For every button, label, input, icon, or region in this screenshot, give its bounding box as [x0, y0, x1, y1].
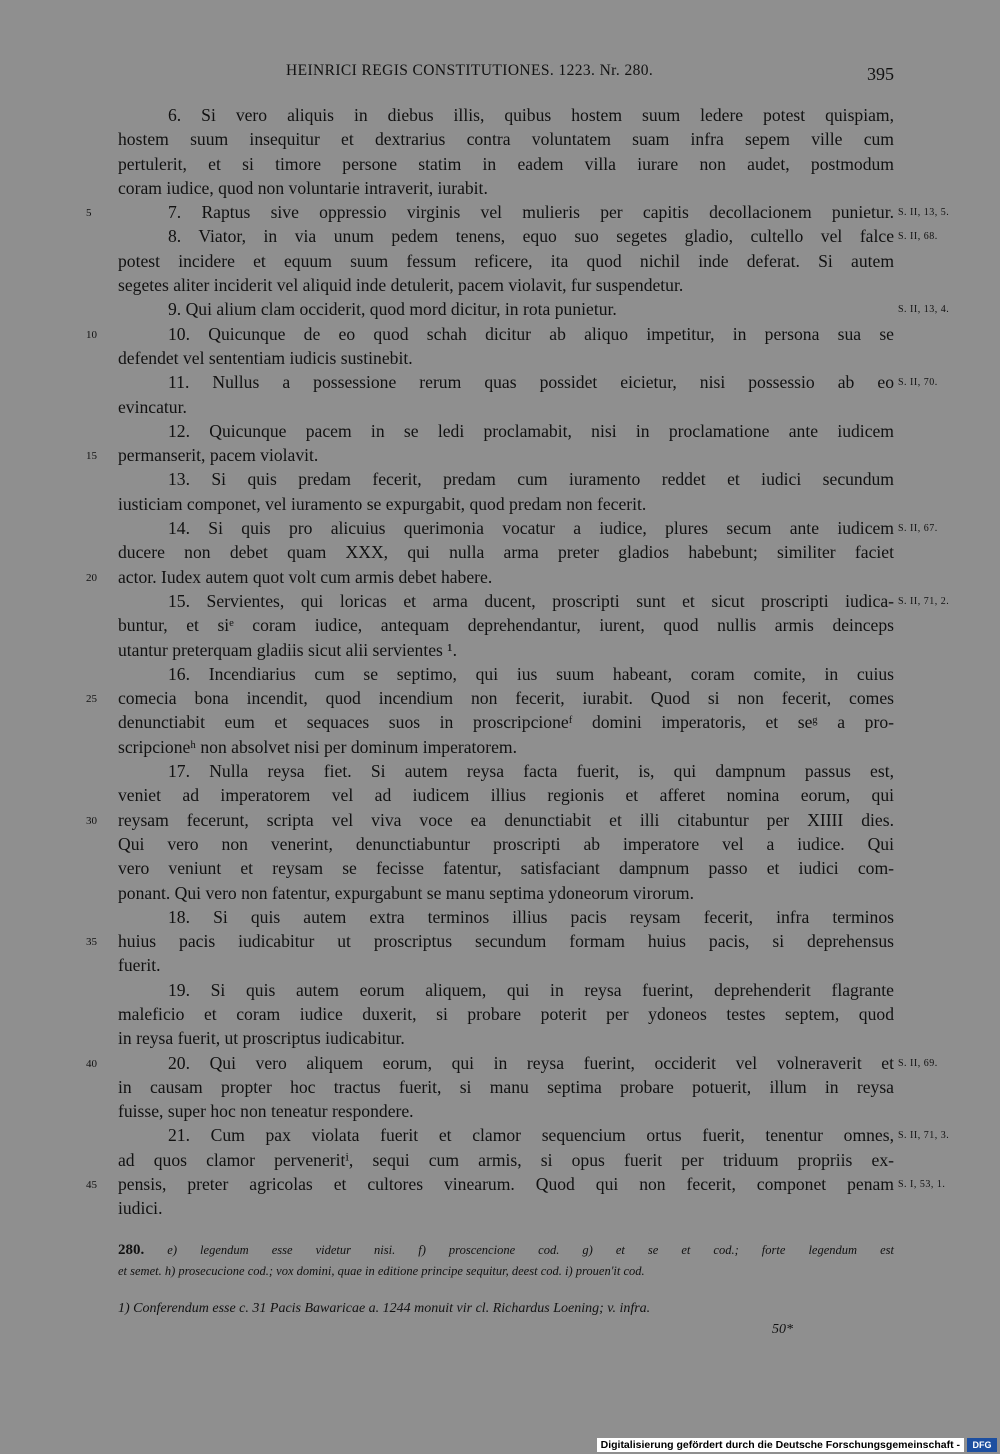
text-line — [118, 710, 894, 734]
line-text: actor. Iudex autem quot volt cum armis debet habere. — [118, 566, 493, 587]
line-text: 20. Qui vero aliquem eorum, qui in reysa fuerint, occiderit vel volneraverit et — [168, 1052, 894, 1073]
main-text — [86, 103, 950, 1221]
line-text: 14. Si quis pro alicuius querimonia vocatur a iudice, plures secum ante iudicem — [168, 518, 894, 539]
text-line — [118, 1196, 894, 1220]
page-header — [118, 62, 894, 86]
text-line — [118, 1002, 894, 1026]
line-text: pertulerit, et si timore persone statim in eadem villa iurare non audet, postmodum — [118, 153, 894, 174]
footer-bar — [0, 1439, 1000, 1454]
line-number: 20 — [86, 571, 97, 584]
margin-reference: S. I, 53, 1. — [898, 1179, 946, 1191]
text-line — [118, 224, 938, 248]
line-text: scripcioneʰ non absolvet nisi per dominum imperatorem. — [118, 736, 517, 757]
text-line — [118, 1075, 894, 1099]
line-number: 10 — [86, 328, 97, 341]
margin-reference: S. II, 71, 2. — [898, 595, 950, 607]
text-line — [118, 152, 894, 176]
line-text: coram iudice, quod non voluntarie intraverit, iurabit. — [118, 177, 488, 198]
line-text: huius pacis iudicabitur ut proscriptus secundum formam huius pacis, si deprehensus — [118, 931, 894, 952]
line-text: evincatur. — [118, 396, 187, 417]
apparatus-line: et semet. h) prosecucione cod.; vox domini, quae in editione principe sequitur, deest cod. i) prouen'it cod. — [118, 1264, 645, 1278]
line-text: 21. Cum pax violata fuerit et clamor sequencium ortus fuerit, tenentur omnes, — [168, 1125, 894, 1146]
text-line — [118, 905, 894, 929]
line-number: 40 — [86, 1057, 97, 1070]
text-line — [86, 1051, 938, 1075]
text-line — [118, 395, 894, 419]
line-text: defendet vel sententiam iudicis sustinebit. — [118, 347, 413, 368]
line-text: veniet ad imperatorem vel ad iudicem illius regionis et afferet nomina eorum, qui — [118, 785, 894, 806]
line-text: fuisse, super hoc non teneatur respondere. — [118, 1101, 414, 1122]
text-line — [118, 881, 894, 905]
text-line — [118, 346, 894, 370]
line-text: fuerit. — [118, 955, 161, 976]
line-text: reysam fecerunt, scripta vel viva voce ea denunctiabit et illi citabuntur per XIIII dies. — [118, 809, 894, 830]
line-text: 9. Qui alium clam occiderit, quod mord dicitur, in rota punietur. — [168, 299, 617, 320]
text-line — [118, 419, 894, 443]
running-title: HEINRICI REGIS CONSTITUTIONES. 1223. Nr. 280. — [286, 62, 654, 79]
apparatus-text: e) legendum esse videtur nisi. f) proscencione cod. g) et se et cod.; forte legendum est — [167, 1243, 894, 1257]
line-text: segetes aliter inciderit vel aliquid inde detulerit, pacem violavit, fur suspendetur. — [118, 275, 684, 296]
text-line — [86, 929, 894, 953]
text-line — [118, 783, 894, 807]
line-number: 15 — [86, 450, 97, 463]
text-line — [118, 516, 938, 540]
line-text: Qui vero non venerint, denunctiabuntur proscripti ab imperatore vel a iudice. Qui — [118, 833, 894, 854]
line-number: 5 — [86, 207, 92, 220]
text-line — [118, 467, 894, 491]
margin-reference: S. II, 13, 4. — [898, 304, 950, 316]
line-text: 10. Quicunque de eo quod schah dicitur ab aliquo impetitur, in persona sua se — [168, 323, 894, 344]
line-text: iusticiam componet, vel iuramento se expurgabit, quod predam non fecerit. — [118, 493, 647, 514]
text-line — [118, 832, 894, 856]
margin-reference: S. II, 71, 3. — [898, 1130, 950, 1142]
text-line — [118, 856, 894, 880]
line-text: utantur preterquam gladiis sicut alii servientes ¹. — [118, 639, 457, 660]
text-line — [118, 638, 894, 662]
margin-reference: S. II, 67. — [898, 523, 938, 535]
line-text: ponant. Qui vero non fatentur, expurgabunt se manu septima ydoneorum virorum. — [118, 882, 695, 903]
text-line — [86, 443, 894, 467]
line-text: 6. Si vero aliquis in diebus illis, quibus hostem suum ledere potest quispiam, — [168, 105, 894, 125]
text-line — [118, 735, 894, 759]
page-number: 395 — [867, 64, 894, 84]
line-text: in causam propter hoc tractus fuerit, si manu septima probare potuerit, illum in reysa — [118, 1076, 894, 1097]
margin-reference: S. II, 13, 5. — [898, 207, 950, 219]
margin-reference: S. II, 69. — [898, 1057, 938, 1069]
line-text: iudici. — [118, 1198, 163, 1219]
line-text: vero veniunt et reysam se fecisse fatentur, satisfaciant dampnum passo et iudici com- — [118, 858, 894, 879]
line-number: 45 — [86, 1179, 97, 1192]
line-text: in reysa fuerit, ut proscriptus iudicabitur. — [118, 1028, 405, 1049]
line-number: 30 — [86, 814, 97, 827]
text-line — [86, 686, 894, 710]
line-number: 35 — [86, 936, 97, 949]
text-line — [118, 662, 894, 686]
text-line — [86, 1172, 946, 1196]
text-line — [118, 273, 894, 297]
line-text: 12. Quicunque pacem in se ledi proclamabit, nisi in proclamatione ante iudicem — [168, 420, 894, 441]
line-text: 11. Nullus a possessione rerum quas possidet eicietur, nisi possessio ab eo — [168, 372, 894, 393]
line-text: 18. Si quis autem extra terminos illius pacis reysam fecerit, infra terminos — [168, 906, 894, 927]
text-line — [118, 540, 894, 564]
text-line — [86, 200, 950, 224]
line-text: ducere non debet quam XXX, qui nulla arma preter gladios habebunt; similiter faciet — [118, 542, 894, 563]
line-text: potest incidere et equum suum fessum reficere, ita quod nichil inde deferat. Si autem — [118, 250, 894, 271]
text-line — [118, 103, 894, 127]
margin-reference: S. II, 68. — [898, 231, 938, 243]
line-text: 16. Incendiarius cum se septimo, qui ius suum habeant, coram comite, in cuius — [168, 663, 894, 684]
text-line — [118, 492, 894, 516]
gathering-signature: 50* — [772, 1322, 793, 1337]
line-text: 13. Si quis predam fecerit, predam cum iuramento reddet et iudici secundum — [168, 469, 894, 490]
critical-apparatus — [118, 1240, 894, 1282]
line-text: hostem suum insequitur et dextrarius contra voluntatem suam infra sepem ville cum — [118, 129, 894, 150]
text-line — [118, 613, 894, 637]
text-line — [118, 176, 894, 200]
line-text: maleficio et coram iudice duxerit, si probare poterit per ydoneos testes septem, quod — [118, 1003, 894, 1024]
text-line — [118, 589, 950, 613]
commentary-footnote — [118, 1298, 894, 1319]
text-line — [118, 1026, 894, 1050]
text-line — [118, 1123, 950, 1147]
text-line — [118, 297, 950, 321]
text-line — [118, 953, 894, 977]
text-line — [118, 1099, 894, 1123]
text-line — [118, 249, 894, 273]
text-line — [118, 759, 894, 783]
line-text: buntur, et siᵉ coram iudice, antequam deprehendantur, iurent, quod nullis armis deinceps — [118, 615, 894, 636]
text-line — [86, 808, 894, 832]
line-text: ad quos clamor perveneritⁱ, sequi cum armis, si opus fuerit per triduum propriis ex- — [118, 1149, 894, 1170]
line-text: 7. Raptus sive oppressio virginis vel mulieris per capitis decollacionem punietur. — [168, 202, 894, 223]
apparatus-number: 280. — [118, 1242, 145, 1258]
line-text: 15. Servientes, qui loricas et arma ducent, proscripti sunt et sicut proscripti iudica- — [168, 590, 894, 611]
text-line — [118, 127, 894, 151]
text-line — [118, 978, 894, 1002]
text-line — [118, 1148, 894, 1172]
apparatus-line — [118, 1240, 894, 1261]
margin-reference: S. II, 70. — [898, 377, 938, 389]
text-line — [86, 322, 894, 346]
line-text: 8. Viator, in via unum pedem tenens, equo suo segetes gladio, cultello vel falce — [168, 226, 894, 247]
line-text: 19. Si quis autem eorum aliquem, qui in reysa fuerint, deprehenderit flagrante — [168, 979, 894, 1000]
line-text: 17. Nulla reysa fiet. Si autem reysa facta fuerit, is, qui dampnum passus est, — [168, 761, 894, 782]
text-line — [118, 370, 938, 394]
line-text: comecia bona incendit, quod incendium non fecerit, iurabit. Quod si non fecerit, comes — [118, 688, 894, 709]
footnote-text: 1) Conferendum esse c. 31 Pacis Bawaricae a. 1244 monuit vir cl. Richardus Loening; v. infra. — [118, 1301, 651, 1316]
dfg-logo-icon: DFG — [967, 1438, 997, 1452]
funding-credit: Digitalisierung gefördert durch die Deutsche Forschungsgemeinschaft - — [597, 1438, 964, 1452]
line-text: denunctiabit eum et sequaces suos in proscripcioneᶠ domini imperatoris, et seᵍ a pro- — [118, 712, 894, 733]
line-text: pensis, preter agricolas et cultores vinearum. Quod qui non fecerit, componet penam — [118, 1174, 894, 1195]
text-line — [86, 565, 894, 589]
line-text: permanserit, pacem violavit. — [118, 445, 319, 466]
line-number: 25 — [86, 693, 97, 706]
